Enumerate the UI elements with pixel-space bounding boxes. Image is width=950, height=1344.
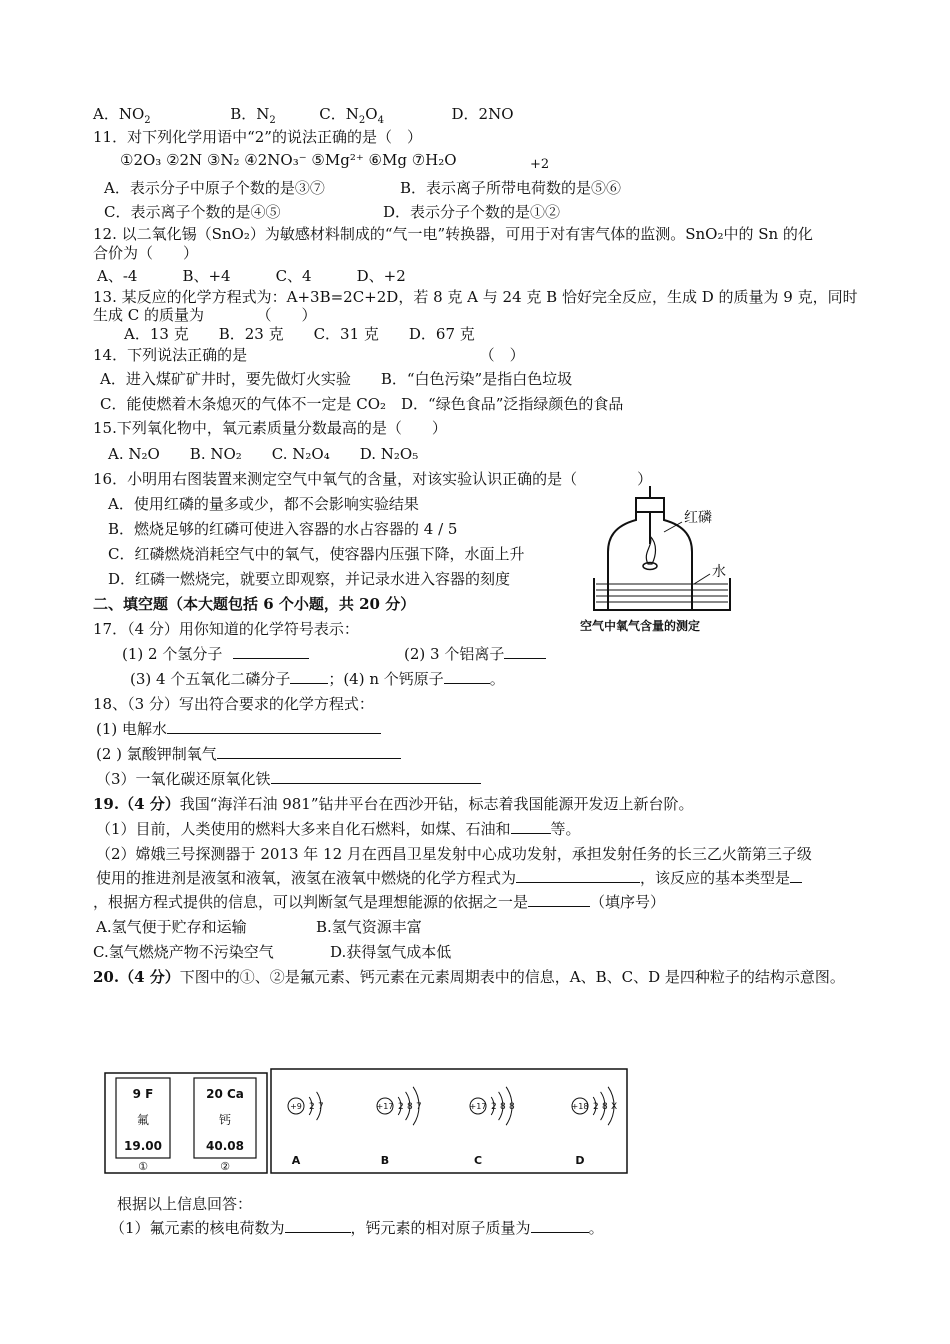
q12-options: A、-4 B、+4 C、4 D、+2 bbox=[97, 267, 406, 285]
q11-stem: 11．对下列化学用语中“2”的说法正确的是（ ） bbox=[93, 128, 422, 146]
q18-part3: （3）一氧化碳还原氧化铁 bbox=[96, 769, 481, 789]
q19-option-c: C.氢气燃烧产物不污染空气 bbox=[93, 943, 274, 961]
q13-stem-line2: 生成 C 的质量为 （ ） bbox=[93, 306, 317, 324]
section-2-heading: 二、填空题（本大题包括 6 个小题，共 20 分） bbox=[93, 595, 416, 613]
q13-options: A．13 克 B．23 克 C．31 克 D．67 克 bbox=[124, 325, 475, 343]
q20-answer-intro: 根据以上信息回答： bbox=[117, 1195, 253, 1213]
q19-option-d: D.获得氢气成本低 bbox=[330, 943, 452, 961]
q17-blank-2[interactable] bbox=[504, 644, 546, 659]
q15-stem: 15.下列氧化物中，氧元素质量分数最高的是（ ） bbox=[93, 419, 447, 437]
particle-label: C bbox=[473, 1154, 483, 1167]
q17-line1: (1) 2 个氢分子 bbox=[122, 644, 309, 664]
q10-options bbox=[93, 104, 514, 124]
fluorine-name: 氟 bbox=[136, 1113, 150, 1127]
nucleus-charge: +18 bbox=[571, 1102, 589, 1111]
q14-stem: 14．下列说法正确的是 （ ） bbox=[93, 346, 525, 364]
calcium-name: 钙 bbox=[218, 1113, 232, 1127]
q17-blank-4[interactable] bbox=[444, 669, 490, 684]
q19-blank-4[interactable] bbox=[528, 892, 590, 907]
q10-option-c: C．$N_2O_4$ bbox=[319, 105, 384, 126]
calcium-number-symbol: 20 Ca bbox=[206, 1087, 244, 1101]
particle-label: D bbox=[575, 1154, 585, 1167]
q16-option-a: A．使用红磷的量多或少，都不会影响实验结果 bbox=[108, 495, 419, 513]
electron-count: 8 bbox=[602, 1102, 608, 1112]
q20-part1: （1）氟元素的核电荷数为 ，钙元素的相对原子质量为 。 bbox=[110, 1219, 604, 1237]
q19-part2-line1: （2）嫦娥三号探测器于 2013 年 12 月在西昌卫星发射中心成功发射，承担发射任务的长三乙火箭第三子级 bbox=[96, 845, 812, 863]
q17-blank-3[interactable] bbox=[290, 669, 328, 684]
q18-blank-1[interactable] bbox=[167, 719, 381, 734]
nucleus-charge: +17 bbox=[376, 1102, 394, 1111]
electron-count: 2 bbox=[309, 1102, 315, 1112]
particle-label: B bbox=[380, 1154, 390, 1167]
q15-options: A. N₂O B. NO₂ C. N₂O₄ D. N₂O₅ bbox=[108, 445, 419, 463]
q18-blank-2[interactable] bbox=[217, 744, 401, 759]
fluorine-mass: 19.00 bbox=[124, 1139, 162, 1153]
q19-option-b: B.氢气资源丰富 bbox=[316, 918, 422, 936]
q12-stem-line2: 合价为（ ） bbox=[93, 244, 199, 262]
electron-count: 7 bbox=[416, 1102, 422, 1112]
q17-blank-1[interactable] bbox=[233, 644, 309, 659]
q18-part1: (1) 电解水 bbox=[96, 719, 381, 739]
particle-label: A bbox=[291, 1154, 301, 1167]
periodic-table-cells-figure bbox=[104, 1072, 268, 1174]
q18-part2: (2 ) 氯酸钾制氧气 bbox=[96, 744, 401, 764]
nucleus-charge: +17 bbox=[469, 1102, 487, 1111]
q19-part2-line2: 使用的推进剂是液氢和液氧，液氢在液氧中燃烧的化学方程式为 ，该反应的基本类型是 bbox=[96, 868, 802, 888]
calcium-mass: 40.08 bbox=[206, 1139, 244, 1153]
fig-label-red-phosphorus: 红磷 bbox=[684, 510, 712, 526]
q11-mg-charge: +2 bbox=[530, 157, 550, 172]
q11-option-d: D．表示分子个数的是①② bbox=[383, 203, 561, 221]
q10-option-a: A．$NO_2$ bbox=[93, 105, 151, 126]
q20-blank-2[interactable] bbox=[531, 1218, 589, 1233]
q17-stem: 17．（4 分）用你知道的化学符号表示： bbox=[93, 620, 359, 638]
q16-stem: 16．小明用右图装置来测定空气中氧气的含量，对该实验认识正确的是（ ） bbox=[93, 470, 653, 488]
electron-count: X bbox=[611, 1102, 618, 1112]
q11-option-a: A．表示分子中原子个数的是③⑦ bbox=[104, 179, 325, 197]
fluorine-number-symbol: 9 F bbox=[132, 1087, 154, 1101]
q16-option-c: C．红磷燃烧消耗空气中的氧气，使容器内压强下降，水面上升 bbox=[108, 545, 525, 563]
q16-option-b: B．燃烧足够的红磷可使进入容器的水占容器的 4 / 5 bbox=[108, 520, 458, 538]
q19-stem: 19.（4 分）我国“海洋石油 981”钻井平台在西沙开钻，标志着我国能源开发迈上新台阶。 bbox=[93, 795, 694, 813]
electron-count: 2 bbox=[593, 1102, 599, 1112]
q17-part2: (2) 3 个铝离子 bbox=[404, 644, 546, 664]
particle-structure-diagrams-figure bbox=[270, 1068, 628, 1174]
q20-blank-1[interactable] bbox=[285, 1218, 351, 1233]
fig-caption: 空气中氧气含量的测定 bbox=[580, 619, 701, 633]
electron-count: 8 bbox=[509, 1102, 515, 1112]
q19-blank-3[interactable] bbox=[790, 868, 802, 883]
calcium-cell-label: ② bbox=[220, 1160, 230, 1173]
q18-blank-3[interactable] bbox=[271, 769, 481, 784]
q18-stem: 18、（3 分）写出符合要求的化学方程式： bbox=[93, 695, 374, 713]
q19-blank-2[interactable] bbox=[516, 868, 640, 883]
q11-option-b: B．表示离子所带电荷数的是⑤⑥ bbox=[400, 179, 622, 197]
nucleus-charge: +9 bbox=[290, 1102, 302, 1111]
q11-items: ①2O₃ ②2N ③N₂ ④2NO₃⁻ ⑤Mg²⁺ ⑥Mg ⑦H₂O bbox=[120, 151, 457, 169]
q19-blank-1[interactable] bbox=[511, 819, 551, 834]
electron-count: 8 bbox=[500, 1102, 506, 1112]
electron-count: 2 bbox=[491, 1102, 497, 1112]
electron-count: 2 bbox=[398, 1102, 404, 1112]
q10-option-d: D．2NO bbox=[451, 105, 514, 123]
fluorine-cell-label: ① bbox=[138, 1160, 148, 1173]
q19-option-a: A.氢气便于贮存和运输 bbox=[96, 918, 247, 936]
q11-option-c: C．表示离子个数的是④⑤ bbox=[104, 203, 281, 221]
electron-count: 8 bbox=[407, 1102, 413, 1112]
fig-label-water: 水 bbox=[712, 564, 726, 580]
q14-options-line1: A．进入煤矿矿井时，要先做灯火实验 B．“白色污染”是指白色垃圾 bbox=[100, 370, 573, 388]
electron-count: 7 bbox=[318, 1102, 324, 1112]
q16-option-d: D．红磷一燃烧完，就要立即观察，并记录水进入容器的刻度 bbox=[108, 570, 511, 588]
q13-stem-line1: 13. 某反应的化学方程式为：A+3B=2C+2D，若 8 克 A 与 24 克 B 恰好完全反应，生成 D 的质量为 9 克，同时 bbox=[93, 288, 858, 306]
oxygen-measurement-apparatus-figure bbox=[578, 486, 750, 634]
q10-option-b: B．$N_2$ bbox=[230, 105, 276, 126]
q19-part1: （1）目前，人类使用的燃料大多来自化石燃料，如煤、石油和 等。 bbox=[96, 820, 581, 838]
q17-line2: (3) 4 个五氧化二磷分子 ；(4) n 个钙原子 。 bbox=[130, 670, 505, 688]
q19-part2-line3: ，根据方程式提供的信息，可以判断氢气是理想能源的依据之一是 （填序号） bbox=[93, 893, 666, 911]
q14-options-line2: C．能使燃着木条熄灭的气体不一定是 CO₂ D．“绿色食品”泛指绿颜色的食品 bbox=[100, 395, 624, 413]
q20-stem: 20.（4 分）下图中的①、②是氟元素、钙元素在元素周期表中的信息，A、B、C、D 是四种粒子的结构示意图。 bbox=[93, 968, 845, 986]
q12-stem-line1: 12. 以二氧化锡（SnO₂）为敏感材料制成的“气一电”转换器，可用于对有害气体的监测。SnO₂中的 Sn 的化 bbox=[93, 225, 813, 243]
